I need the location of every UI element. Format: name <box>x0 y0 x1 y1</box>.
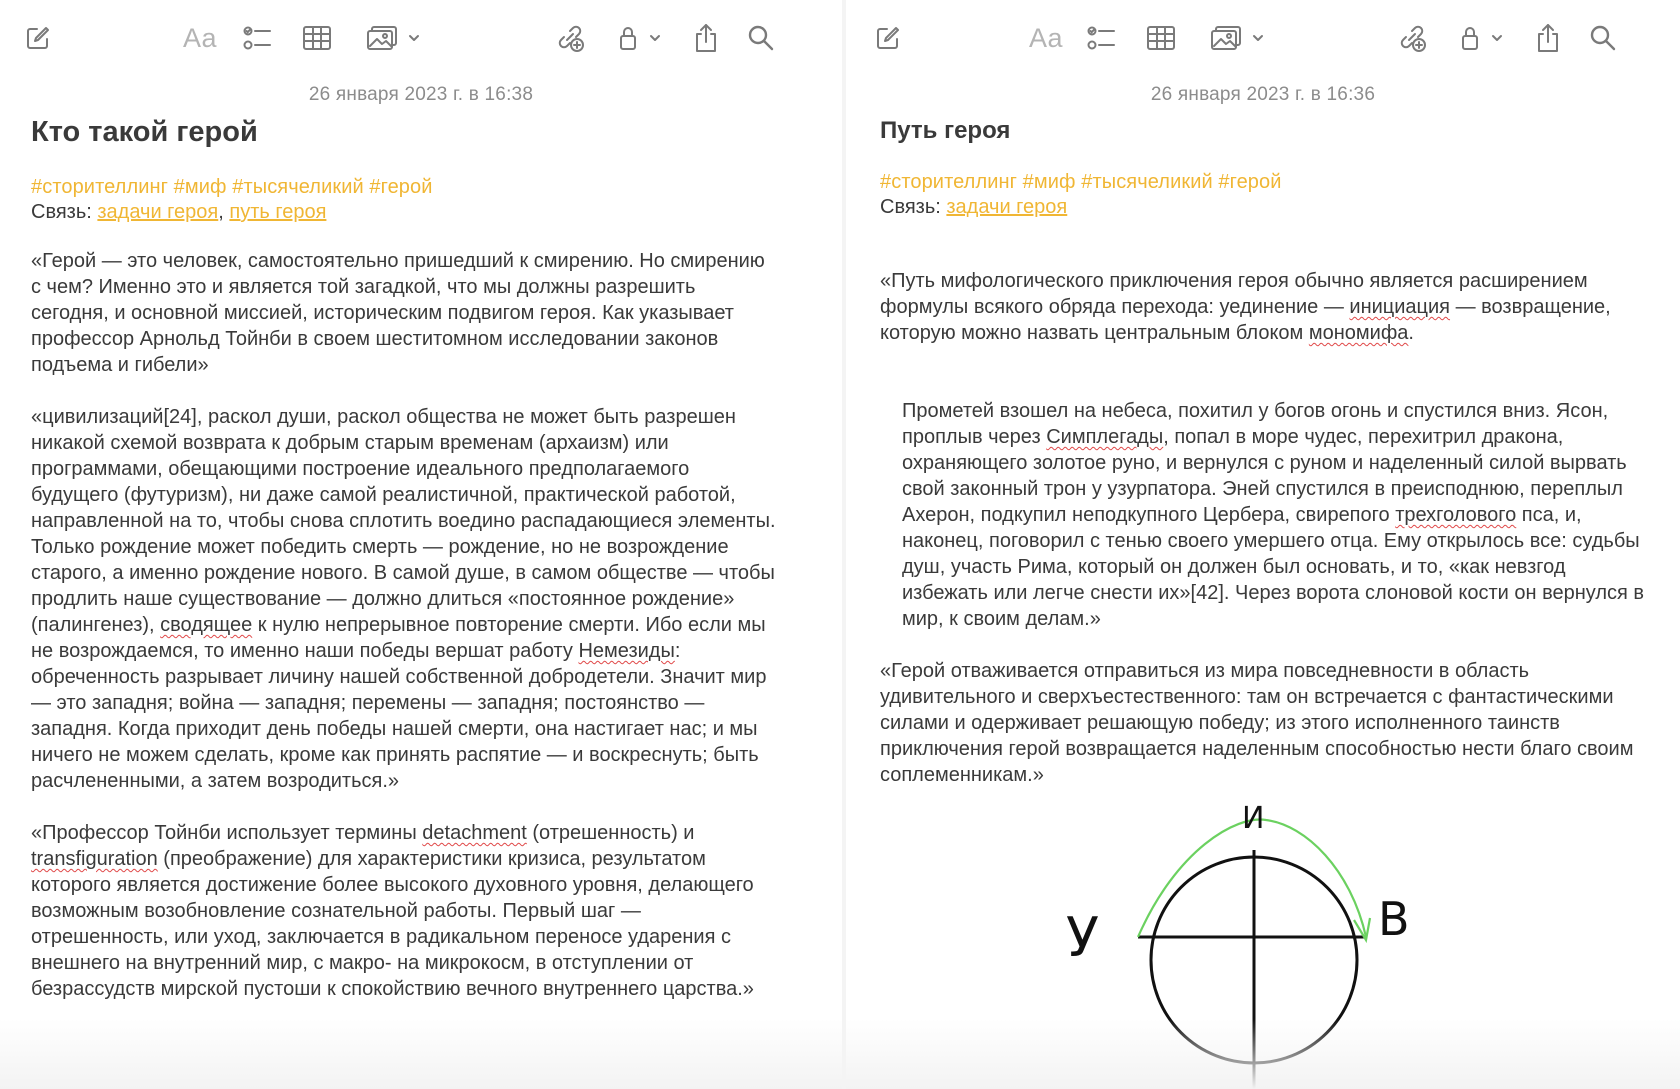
sketch-label-top: И <box>1242 801 1265 836</box>
note-body[interactable] <box>880 268 1648 814</box>
sketch-label-left: У <box>1066 906 1099 969</box>
note-title: Путь героя <box>880 117 1011 144</box>
note-tags[interactable]: #сторителлинг #миф #тысячеликий #герой <box>31 176 433 198</box>
note-links <box>31 201 326 224</box>
note-date: 26 января 2023 г. в 16:36 <box>1150 84 1376 105</box>
links-prefix: Связь: <box>31 201 98 223</box>
media-menu-icon[interactable] <box>1208 20 1270 56</box>
misspelled-word: Немезиды <box>578 640 675 662</box>
checklist-icon[interactable] <box>242 20 274 56</box>
table-icon[interactable] <box>300 20 334 56</box>
misspelled-word: трехголового <box>1395 504 1517 526</box>
compose-icon[interactable] <box>872 20 904 56</box>
search-icon[interactable] <box>744 20 778 56</box>
bottom-fade <box>0 1019 842 1089</box>
paragraph: «Путь мифологического приключения героя обычно является расширением формулы всякого обряда перехода: уединение — инициация — возвращение, которую можно назвать центральным блоком мономифа. <box>880 270 1611 344</box>
note-links <box>880 196 1067 219</box>
misspelled-word: detachment <box>422 822 527 844</box>
sketch-arc <box>1138 820 1366 937</box>
search-icon[interactable] <box>1586 20 1620 56</box>
format-text-icon[interactable]: Aa <box>182 22 218 53</box>
collaborate-icon[interactable] <box>554 20 588 56</box>
misspelled-word: transfiguration <box>31 848 158 870</box>
bottom-fade <box>846 1019 1680 1089</box>
note-date: 26 января 2023 г. в 16:38 <box>308 84 534 105</box>
misspelled-word: сводящее <box>160 614 253 636</box>
links-separator: , <box>218 201 230 223</box>
paragraph: «цивилизаций[24], раскол души, раскол общества не может быть разрешен никакой схемой возврата к добрым старым временам (архаизм) или программами, обещающими построение идеального предполагаемого будущего (футуризм), ни даже самой реалистичной, практической работой, направленной на то, чтобы снова сплотить воедино распадающиеся элементы. Только рождение может победить смерть — рождение, но не возрождение старого, а именно рождение нового. В самой душе, в самом обществе — чтобы продлить наше существование — должно длиться «постоянное рождение» (палингенез), сводящее к нулю непрерывное повторение смерти. Ибо если мы не возрождаемся, то именно наши победы вершат работу Немезиды: обреченность разрывает личину нашей собственной добродетели. Значит мир — это западня; война — западня; перемены — западня; постоянство — западня. Когда приходит день победы нашей смерти, она настигает нас; и мы ничего не можем сделать, кроме как принять распятие — и воскреснуть; быть расчлененными, а затем возродиться.» <box>31 406 776 792</box>
share-icon[interactable] <box>1532 20 1564 56</box>
link-hero-tasks[interactable]: задачи героя <box>946 196 1068 218</box>
lock-menu-icon[interactable] <box>616 20 666 56</box>
link-hero-path[interactable]: путь героя <box>229 201 327 223</box>
table-icon[interactable] <box>1144 20 1178 56</box>
misspelled-word: Симплегады <box>1046 426 1164 448</box>
toolbar-right <box>846 0 1680 74</box>
share-icon[interactable] <box>690 20 722 56</box>
note-tags[interactable]: #сторителлинг #миф #тысячеликий #герой <box>880 171 1282 193</box>
note-pane-right <box>846 0 1680 1089</box>
format-text-icon[interactable]: Aa <box>1028 22 1064 53</box>
media-menu-icon[interactable] <box>364 20 426 56</box>
paragraph: Прометей взошел на небеса, похитил у богов огонь и спустился вниз. Ясон, проплыв через Симплегады, попал в море чудес, перехитрил дракона, охраняющего золотое руно, и вернулся с руном и наделенный силой вырвать свой законный трон у узурпатора. Эней спустился в преисподнюю, переплыл Ахерон, подкупил неподкупного Цербера, свирепого трехголового пса, и, наконец, поговорил с тенью своего умершего отца. Ему открылось все: судьбы душ, участь Рима, который он должен был основать, и то, «как невзгод избежать или легче снести их»[42]. Через ворота слоновой кости он вернулся в мир, к своим делам.» <box>902 400 1645 630</box>
paragraph: «Профессор Тойнби использует термины detachment (отрешенность) и transfiguration (преображение) для характеристики кризиса, результатом которого является достижение более высокого духовного уровня, делающего возможным возобновление сознательной работы. Первый шаг — отрешенность, или уход, заключается в радикальном переносе ударения с внешнего на внутренний мир, с макро- на микрокосм, в отступлении от безрассудств мирской пустоши к спокойствию вечного внутреннего царства.» <box>31 822 754 1000</box>
paragraph: «Герой отваживается отправиться из мира повседневности в область удивительного и сверхъестественного: там он встречается с фантастическими силами и одерживает решающую победу; из этого исполненного таинств приключения герой возвращается наделенным способностью нести благо своим соплеменникам.» <box>880 660 1634 786</box>
note-title: Кто такой герой <box>31 116 258 148</box>
sketch-label-right: В <box>1378 892 1410 946</box>
note-body[interactable] <box>31 248 776 1028</box>
compose-icon[interactable] <box>22 20 54 56</box>
lock-menu-icon[interactable] <box>1458 20 1508 56</box>
links-prefix: Связь: <box>880 196 947 218</box>
collaborate-icon[interactable] <box>1396 20 1430 56</box>
toolbar-left <box>0 0 842 74</box>
link-hero-tasks[interactable]: задачи героя <box>97 201 219 223</box>
checklist-icon[interactable] <box>1086 20 1118 56</box>
misspelled-word: мономифа <box>1308 322 1409 344</box>
misspelled-word: инициация <box>1349 296 1451 318</box>
paragraph: «Герой — это человек, самостоятельно пришедший к смирению. Но смирению с чем? Именно это и является той загадкой, что мы должны разрешить сегодня, и основной миссией, историческим подвигом героя. Как указывает профессор Арнольд Тойнби в своем шеститомном исследовании законов подъема и гибели» <box>31 250 765 376</box>
